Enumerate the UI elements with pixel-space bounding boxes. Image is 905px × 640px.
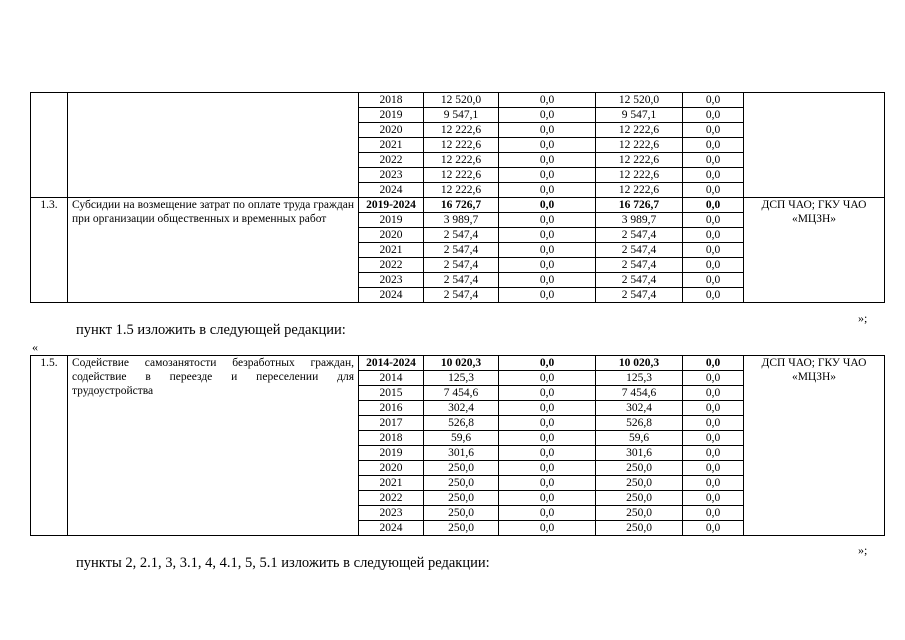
- other-value-cell: 0,0: [683, 108, 744, 123]
- other-value-cell: 0,0: [683, 258, 744, 273]
- regional-value-cell: 2 547,4: [596, 243, 683, 258]
- total-value-cell: 301,6: [424, 446, 499, 461]
- year-cell: 2014: [359, 371, 424, 386]
- year-cell: 2014-2024: [359, 356, 424, 371]
- other-value-cell: 0,0: [683, 93, 744, 108]
- year-cell: 2023: [359, 506, 424, 521]
- other-value-cell: 0,0: [683, 123, 744, 138]
- other-value-cell: 0,0: [683, 213, 744, 228]
- year-cell: 2021: [359, 476, 424, 491]
- federal-value-cell: 0,0: [499, 93, 596, 108]
- regional-value-cell: 9 547,1: [596, 108, 683, 123]
- federal-value-cell: 0,0: [499, 138, 596, 153]
- other-value-cell: 0,0: [683, 228, 744, 243]
- regional-value-cell: 12 222,6: [596, 168, 683, 183]
- other-value-cell: 0,0: [683, 273, 744, 288]
- regional-value-cell: 12 222,6: [596, 123, 683, 138]
- table-row: [31, 356, 885, 371]
- regional-value-cell: 2 547,4: [596, 228, 683, 243]
- year-cell: 2020: [359, 228, 424, 243]
- other-value-cell: 0,0: [683, 401, 744, 416]
- total-value-cell: 302,4: [424, 401, 499, 416]
- year-cell: 2021: [359, 138, 424, 153]
- other-value-cell: 0,0: [683, 168, 744, 183]
- item-executor: ДСП ЧАО; ГКУ ЧАО «МЦЗН»: [744, 198, 885, 303]
- year-cell: 2021: [359, 243, 424, 258]
- regional-value-cell: 12 222,6: [596, 153, 683, 168]
- regional-value-cell: 7 454,6: [596, 386, 683, 401]
- regional-value-cell: 250,0: [596, 506, 683, 521]
- federal-value-cell: 0,0: [499, 153, 596, 168]
- federal-value-cell: 0,0: [499, 461, 596, 476]
- total-value-cell: 3 989,7: [424, 213, 499, 228]
- total-value-cell: 12 222,6: [424, 168, 499, 183]
- total-value-cell: 59,6: [424, 431, 499, 446]
- federal-value-cell: 0,0: [499, 356, 596, 371]
- federal-value-cell: 0,0: [499, 108, 596, 123]
- closing-quote-2: »;: [858, 543, 868, 557]
- federal-value-cell: 0,0: [499, 431, 596, 446]
- total-value-cell: 2 547,4: [424, 228, 499, 243]
- other-value-cell: 0,0: [683, 153, 744, 168]
- regional-value-cell: 302,4: [596, 401, 683, 416]
- other-value-cell: 0,0: [683, 371, 744, 386]
- item-number: 1.3.: [31, 198, 68, 303]
- other-value-cell: 0,0: [683, 243, 744, 258]
- total-value-cell: 250,0: [424, 521, 499, 536]
- other-value-cell: 0,0: [683, 461, 744, 476]
- year-cell: 2024: [359, 288, 424, 303]
- federal-value-cell: 0,0: [499, 123, 596, 138]
- federal-value-cell: 0,0: [499, 476, 596, 491]
- federal-value-cell: 0,0: [499, 273, 596, 288]
- regional-value-cell: 250,0: [596, 521, 683, 536]
- year-cell: 2024: [359, 183, 424, 198]
- total-value-cell: 2 547,4: [424, 273, 499, 288]
- total-value-cell: 250,0: [424, 461, 499, 476]
- total-value-cell: 250,0: [424, 476, 499, 491]
- other-value-cell: 0,0: [683, 198, 744, 213]
- year-cell: 2019: [359, 213, 424, 228]
- year-cell: 2024: [359, 521, 424, 536]
- year-cell: 2017: [359, 416, 424, 431]
- total-value-cell: 12 520,0: [424, 93, 499, 108]
- table-row: [31, 198, 885, 213]
- total-value-cell: 2 547,4: [424, 258, 499, 273]
- federal-value-cell: 0,0: [499, 183, 596, 198]
- item-name-empty: [68, 93, 359, 198]
- regional-value-cell: 2 547,4: [596, 258, 683, 273]
- regional-value-cell: 12 222,6: [596, 138, 683, 153]
- table-row: [31, 93, 885, 108]
- regional-value-cell: 250,0: [596, 491, 683, 506]
- other-value-cell: 0,0: [683, 288, 744, 303]
- other-value-cell: 0,0: [683, 356, 744, 371]
- total-value-cell: 2 547,4: [424, 288, 499, 303]
- item-name: Содействие самозанятости безработных граждан, содействие в переезде и переселении для трудоустройства: [68, 356, 359, 536]
- federal-value-cell: 0,0: [499, 371, 596, 386]
- federal-value-cell: 0,0: [499, 198, 596, 213]
- year-cell: 2016: [359, 401, 424, 416]
- federal-value-cell: 0,0: [499, 416, 596, 431]
- total-value-cell: 2 547,4: [424, 243, 499, 258]
- year-cell: 2019-2024: [359, 198, 424, 213]
- closing-quote-1: »;: [858, 311, 868, 325]
- regional-value-cell: 16 726,7: [596, 198, 683, 213]
- other-value-cell: 0,0: [683, 138, 744, 153]
- year-cell: 2023: [359, 168, 424, 183]
- federal-value-cell: 0,0: [499, 491, 596, 506]
- opening-quote: «: [32, 340, 38, 354]
- total-value-cell: 12 222,6: [424, 123, 499, 138]
- other-value-cell: 0,0: [683, 476, 744, 491]
- year-cell: 2018: [359, 431, 424, 446]
- year-cell: 2020: [359, 461, 424, 476]
- regional-value-cell: 125,3: [596, 371, 683, 386]
- regional-value-cell: 250,0: [596, 476, 683, 491]
- budget-table-item-1-5: [30, 355, 885, 536]
- federal-value-cell: 0,0: [499, 168, 596, 183]
- other-value-cell: 0,0: [683, 431, 744, 446]
- year-cell: 2020: [359, 123, 424, 138]
- other-value-cell: 0,0: [683, 386, 744, 401]
- year-cell: 2018: [359, 93, 424, 108]
- regional-value-cell: 59,6: [596, 431, 683, 446]
- budget-table-continued: [30, 92, 885, 303]
- total-value-cell: 16 726,7: [424, 198, 499, 213]
- regional-value-cell: 301,6: [596, 446, 683, 461]
- federal-value-cell: 0,0: [499, 506, 596, 521]
- total-value-cell: 12 222,6: [424, 153, 499, 168]
- other-value-cell: 0,0: [683, 521, 744, 536]
- year-cell: 2019: [359, 446, 424, 461]
- total-value-cell: 12 222,6: [424, 138, 499, 153]
- total-value-cell: 7 454,6: [424, 386, 499, 401]
- paragraph-items-2-5: пункты 2, 2.1, 3, 3.1, 4, 4.1, 5, 5.1 изложить в следующей редакции:: [76, 555, 490, 571]
- federal-value-cell: 0,0: [499, 228, 596, 243]
- regional-value-cell: 12 520,0: [596, 93, 683, 108]
- other-value-cell: 0,0: [683, 506, 744, 521]
- total-value-cell: 526,8: [424, 416, 499, 431]
- item-name: Субсидии на возмещение затрат по оплате труда граждан при организации общественных и временных работ: [68, 198, 359, 303]
- item-number-empty: [31, 93, 68, 198]
- federal-value-cell: 0,0: [499, 258, 596, 273]
- regional-value-cell: 3 989,7: [596, 213, 683, 228]
- regional-value-cell: 10 020,3: [596, 356, 683, 371]
- total-value-cell: 12 222,6: [424, 183, 499, 198]
- federal-value-cell: 0,0: [499, 213, 596, 228]
- total-value-cell: 125,3: [424, 371, 499, 386]
- item-executor: ДСП ЧАО; ГКУ ЧАО «МЦЗН»: [744, 356, 885, 536]
- federal-value-cell: 0,0: [499, 386, 596, 401]
- regional-value-cell: 250,0: [596, 461, 683, 476]
- item-executor-empty: [744, 93, 885, 198]
- item-number: 1.5.: [31, 356, 68, 536]
- regional-value-cell: 2 547,4: [596, 273, 683, 288]
- total-value-cell: 250,0: [424, 491, 499, 506]
- total-value-cell: 9 547,1: [424, 108, 499, 123]
- paragraph-item-1-5: пункт 1.5 изложить в следующей редакции:: [76, 322, 346, 338]
- federal-value-cell: 0,0: [499, 243, 596, 258]
- total-value-cell: 10 020,3: [424, 356, 499, 371]
- regional-value-cell: 12 222,6: [596, 183, 683, 198]
- year-cell: 2015: [359, 386, 424, 401]
- other-value-cell: 0,0: [683, 446, 744, 461]
- other-value-cell: 0,0: [683, 491, 744, 506]
- year-cell: 2022: [359, 153, 424, 168]
- total-value-cell: 250,0: [424, 506, 499, 521]
- federal-value-cell: 0,0: [499, 288, 596, 303]
- regional-value-cell: 2 547,4: [596, 288, 683, 303]
- regional-value-cell: 526,8: [596, 416, 683, 431]
- federal-value-cell: 0,0: [499, 401, 596, 416]
- year-cell: 2023: [359, 273, 424, 288]
- year-cell: 2022: [359, 258, 424, 273]
- year-cell: 2022: [359, 491, 424, 506]
- federal-value-cell: 0,0: [499, 521, 596, 536]
- other-value-cell: 0,0: [683, 183, 744, 198]
- other-value-cell: 0,0: [683, 416, 744, 431]
- federal-value-cell: 0,0: [499, 446, 596, 461]
- year-cell: 2019: [359, 108, 424, 123]
